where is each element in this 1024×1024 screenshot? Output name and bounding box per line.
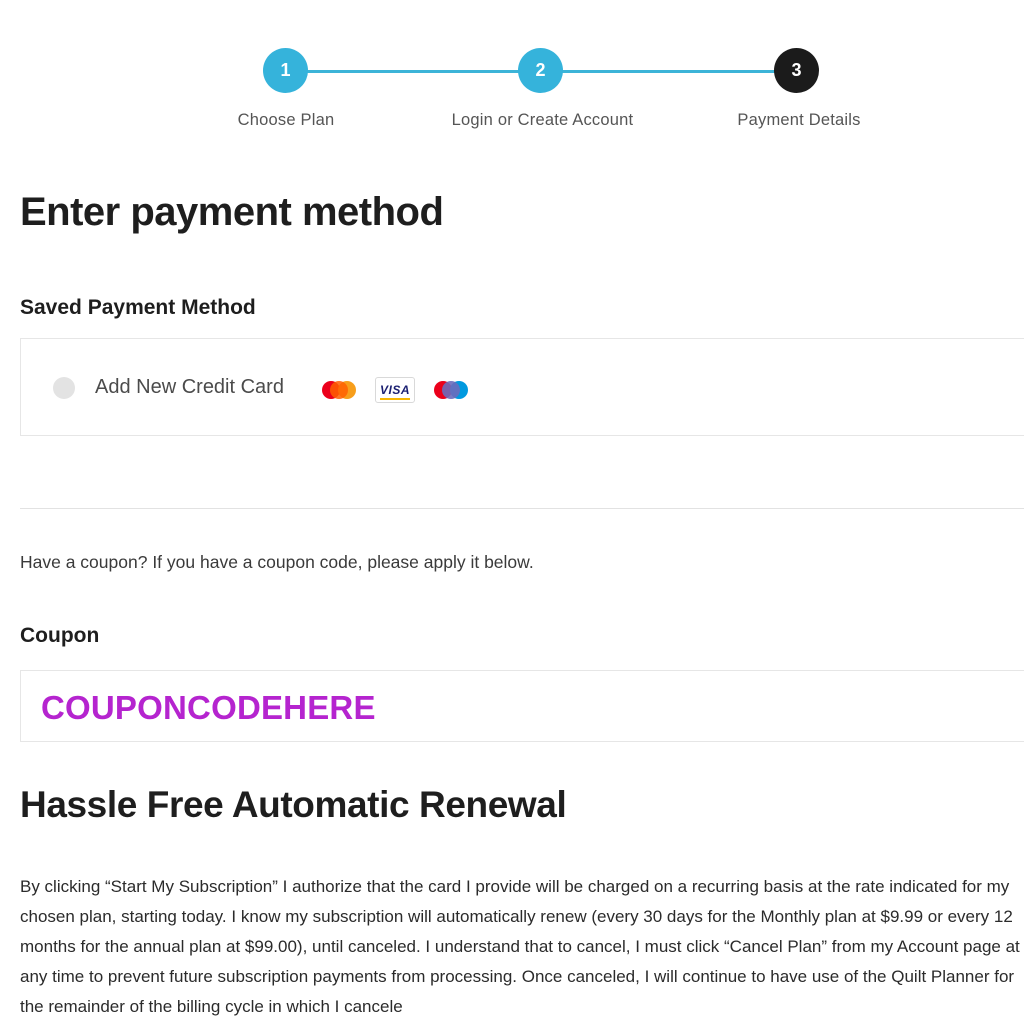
saved-payment-method-label: Saved Payment Method: [20, 296, 256, 319]
stepper-step-3[interactable]: [774, 48, 819, 93]
page-title: Enter payment method: [20, 190, 444, 234]
add-new-credit-card-radio[interactable]: [53, 377, 75, 399]
payment-method-option-row[interactable]: [20, 338, 1024, 436]
stepper-step-3-number: 3: [791, 60, 802, 80]
stepper-step-2[interactable]: [518, 48, 563, 93]
stepper-label-login-or-create-account: Login or Create Account: [451, 111, 634, 129]
coupon-label: Coupon: [20, 624, 100, 647]
section-divider: [20, 508, 1024, 509]
accepted-card-icons: [319, 377, 471, 403]
maestro-icon: [431, 377, 471, 403]
stepper-step-1[interactable]: [263, 48, 308, 93]
visa-icon: [375, 377, 415, 403]
stepper-step-2-number: 2: [535, 60, 546, 80]
stepper-connector-1: [305, 70, 537, 73]
coupon-input-value[interactable]: COUPONCODEHERE: [41, 689, 376, 726]
stepper-step-1-number: 1: [280, 60, 291, 80]
stepper-connector-2: [560, 70, 792, 73]
checkout-stepper: [0, 22, 1024, 142]
mastercard-icon: [319, 377, 359, 403]
coupon-input[interactable]: [20, 670, 1024, 742]
stepper-label-choose-plan: Choose Plan: [237, 111, 335, 129]
visa-icon-text: VISA: [379, 383, 410, 397]
stepper-label-payment-details: Payment Details: [737, 111, 861, 129]
renewal-section-title: Hassle Free Automatic Renewal: [20, 784, 567, 825]
add-new-credit-card-label: Add New Credit Card: [95, 376, 284, 398]
coupon-help-text: Have a coupon? If you have a coupon code, please apply it below.: [20, 552, 534, 572]
renewal-terms-text: By clicking “Start My Subscription” I authorize that the card I provide will be charged on a recurring basis at the rate indicated for my chosen plan, starting today. I know my subscription will automatically renew (every 30 days for the Monthly plan at $9.99 or every 12 months for the annual plan at $99.00), until canceled. I understand that to cancel, I must click “Cancel Plan” from my Account page at any time to prevent future subscription payments from processing. Once canceled, I will continue to have use of the Quilt Planner for the remainder of the billing cycle in which I cancele: [20, 877, 1020, 1016]
